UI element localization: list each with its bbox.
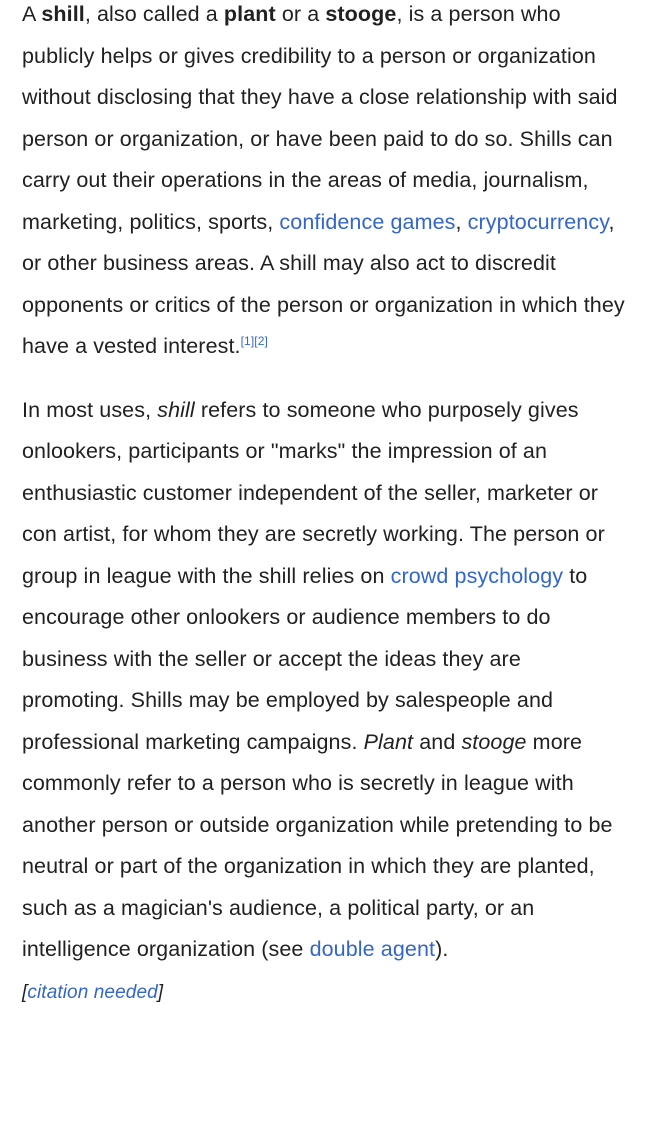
- reference-marker[interactable]: [241, 334, 255, 348]
- wiki-link[interactable]: cryptocurrency: [467, 209, 609, 234]
- paragraph-2: In most uses, shill refers to someone who purposely gives onlookers, participants or "marks" the impression of an enthusiastic customer independent of the seller, marketer or con artist, for whom they are secretly working. The person or group in league with the shill relies on crowd psychology to encourage other onlookers or audience members to do business with the seller or accept the ideas they are promoting. Shills may be employed by salespeople and professional marketing campaigns. Plant and stooge more commonly refer to a person who is secretly in league with another person or outside organization while pretending to be neutral or part of the organization in which they are planted, such as a magician's audience, a political party, or an intelligence organization (see double agent). [citation needed]: [22, 397, 613, 1003]
- wiki-link[interactable]: double agent: [309, 937, 436, 961]
- italic-term: stooge: [461, 729, 527, 754]
- wiki-link[interactable]: confidence games: [279, 209, 456, 234]
- bold-term: shill: [41, 2, 85, 26]
- paragraph-1: A shill, also called a plant or a stooge, is a person who publicly helps or gives credibility to a person or organization without disclosing that they have a close relationship with said person or organization, or have been paid to do so. Shills can carry out their operations in the areas of media, journalism, marketing, politics, sports, confidence games, cryptocurrency, or other business areas. A shill may also act to discredit opponents or critics of the person or organization in which they have a vested interest.[1][2]: [22, 2, 625, 358]
- bold-term: stooge: [325, 2, 397, 26]
- citation-needed-tag[interactable]: [citation needed]: [22, 981, 164, 1003]
- wiki-link[interactable]: crowd psychology: [390, 563, 564, 588]
- italic-term: shill: [157, 397, 195, 422]
- reference-link[interactable]: [2]: [254, 333, 268, 348]
- reference-marker[interactable]: [254, 334, 268, 348]
- italic-term: Plant: [363, 729, 414, 754]
- bold-term: plant: [223, 2, 276, 26]
- reference-link[interactable]: [1]: [240, 333, 255, 348]
